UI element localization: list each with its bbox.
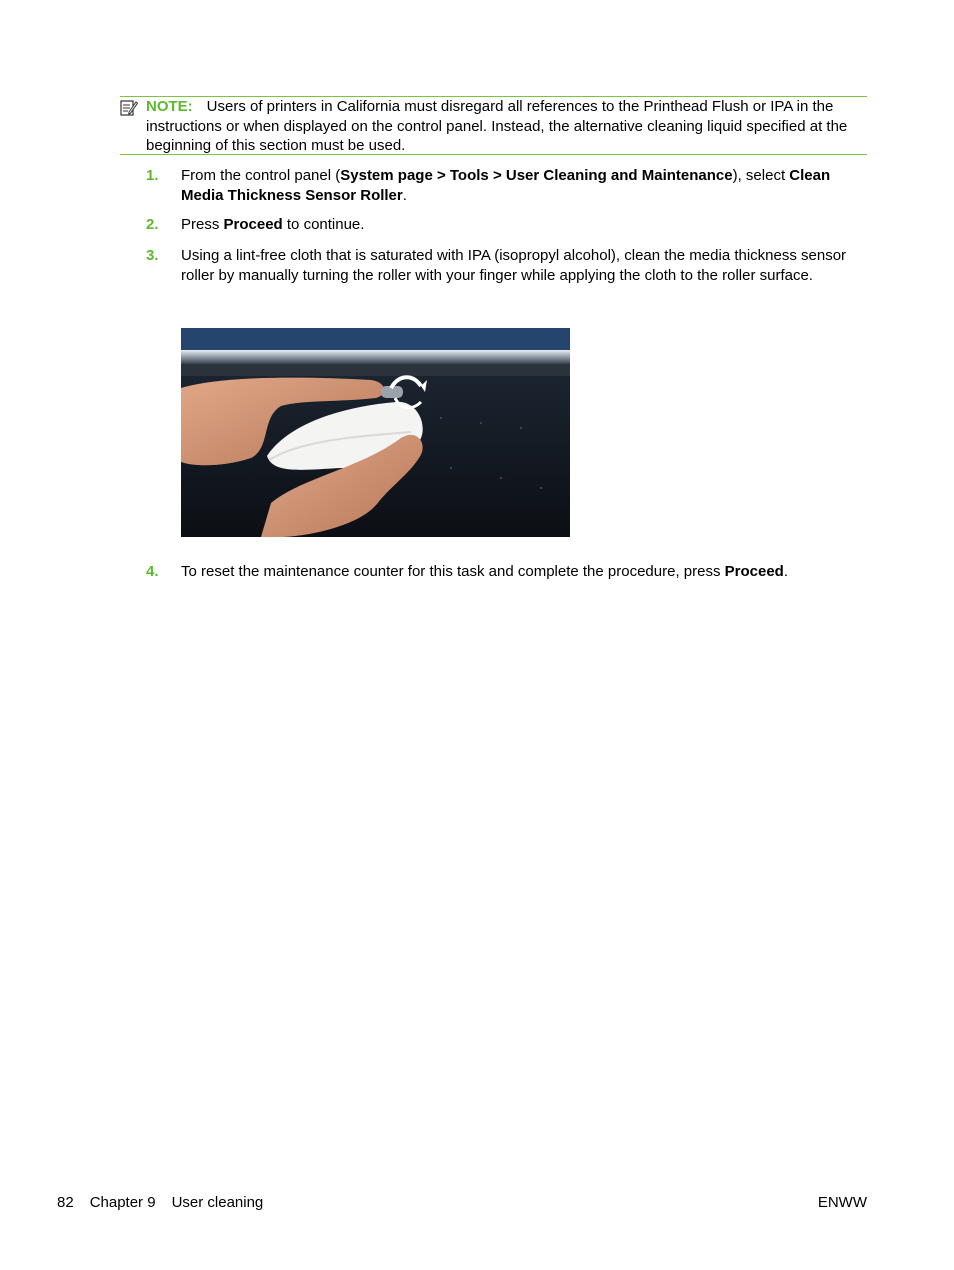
step-text <box>181 166 867 205</box>
step-text-part: To reset the maintenance counter for this task and complete the procedure, press <box>181 563 725 580</box>
step-number: 3. <box>146 247 159 264</box>
note-icon <box>120 99 138 117</box>
photo-illustration <box>181 328 570 537</box>
step-text-part: ), select <box>732 167 790 184</box>
note-box <box>120 96 867 155</box>
step-text-part: to continue. <box>282 216 365 233</box>
step-number: 4. <box>146 563 159 580</box>
note-label: NOTE: <box>146 98 193 115</box>
step-text <box>181 562 867 582</box>
button-name: Proceed <box>223 216 283 233</box>
step-text-part: From the control panel ( <box>181 167 341 184</box>
chapter-label: Chapter 9 <box>89 1194 156 1211</box>
step-text <box>181 215 867 235</box>
step-text: Using a lint-free cloth that is saturated with IPA (isopropyl alcohol), clean the media thickness sensor roller by manually turning the roller with your finger while applying the cloth to the roller surface. <box>181 247 847 284</box>
menu-item: Clean Media Thickness Sensor Roller <box>181 167 831 204</box>
button-name: Proceed <box>724 563 784 580</box>
note-body: Users of printers in California must disregard all references to the Printhead Flush or IPA in the instructions or when displayed on the control panel. Instead, the alternative cleaning liquid specified at the beginning of this section must be used. <box>146 98 848 154</box>
roller-cleaning-photo <box>181 328 570 537</box>
step-text-part: . <box>402 186 407 204</box>
footer-right: ENWW <box>817 1194 867 1211</box>
page-number: 82 <box>57 1194 74 1211</box>
footer-left <box>57 1193 279 1212</box>
step-text-part: . <box>783 563 789 580</box>
menu-path: System page > Tools > User Cleaning and Maintenance <box>340 167 733 184</box>
step-number: 2. <box>146 216 159 233</box>
section-label: User cleaning <box>171 1194 264 1211</box>
step-number: 1. <box>146 167 159 184</box>
note-text <box>146 97 867 156</box>
step-text-part: Press <box>181 216 224 233</box>
